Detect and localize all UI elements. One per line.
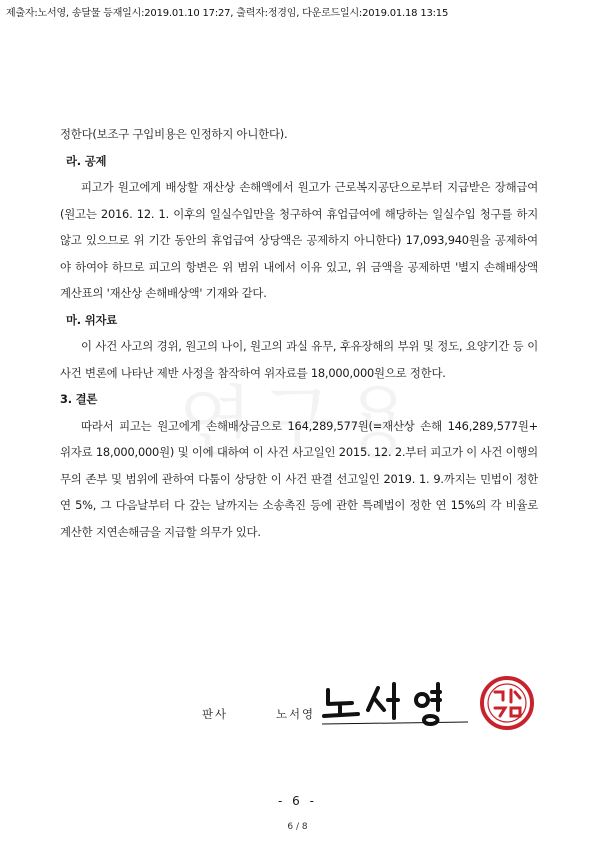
handwritten-signature	[318, 676, 478, 728]
page-count: 6 / 8	[287, 822, 308, 832]
section-paragraph-conclusion: 따라서 피고는 원고에게 손해배상금으로 164,289,577원(=재산상 손해 146,289,577원+ 위자료 18,000,000원) 및 이에 대하여 이 사건 사고일인 2015. 12. 2.부터 피고가 이 사건 이행의무의 존부 및 범위에 관하여 다툼이 상당한 이 사건 판결 선고일인 2019. 1. 9.까지는 민법이 정한 연 5%, 그 다음날부터 다 갚는 날까지는 소송촉진 등에 관한 특례법이 정한 연 15%의 각 비율로 계산한 지연손해금을 지급할 의무가 있다.	[60, 418, 538, 539]
section-paragraph-consolation: 이 사건 사고의 경위, 원고의 나이, 원고의 과실 유무, 후유장해의 부위 및 정도, 요양기간 등 이 사건 변론에 나타난 제반 사정을 참작하여 위자료를 18,000,000원으로 정한다.	[60, 339, 538, 380]
page-number: - 6 -	[278, 794, 317, 808]
section-heading-deduction: 라. 공제	[66, 153, 107, 168]
document-body	[60, 121, 538, 545]
document-header: 제출자:노서영, 송달물 등재일시:2019.01.10 17:27, 출력자:정경임, 다운로드일시:2019.01.18 13:15	[6, 8, 449, 19]
judge-seal-stamp	[478, 674, 536, 732]
section-heading-consolation: 마. 위자료	[66, 312, 118, 327]
signature-block	[60, 672, 538, 732]
judge-name: 노서영	[276, 707, 316, 721]
intro-line: 정한다(보조구 구입비용은 인정하지 아니한다).	[60, 127, 288, 141]
section-paragraph-deduction: 피고가 원고에게 배상할 재산상 손해액에서 원고가 근로복지공단으로부터 지급받은 장해급여(원고는 2016. 12. 1. 이후의 일실수입만을 청구하여 휴업급여에 해당하는 일실수입 청구를 하지 않고 있으므로 위 기간 동안의 휴업급여 상당액은 공제하지 아니한다) 17,093,940원을 공제하여야 하여야 하므로 피고의 항변은 위 범위 내에서 이유 있고, 위 금액을 공제하면 '별지 손해배상액 계산표의 '재산상 손해배상액' 기재와 같다.	[60, 180, 538, 300]
judge-title: 판사	[202, 707, 229, 721]
section-heading-conclusion: 3. 결론	[60, 392, 98, 406]
